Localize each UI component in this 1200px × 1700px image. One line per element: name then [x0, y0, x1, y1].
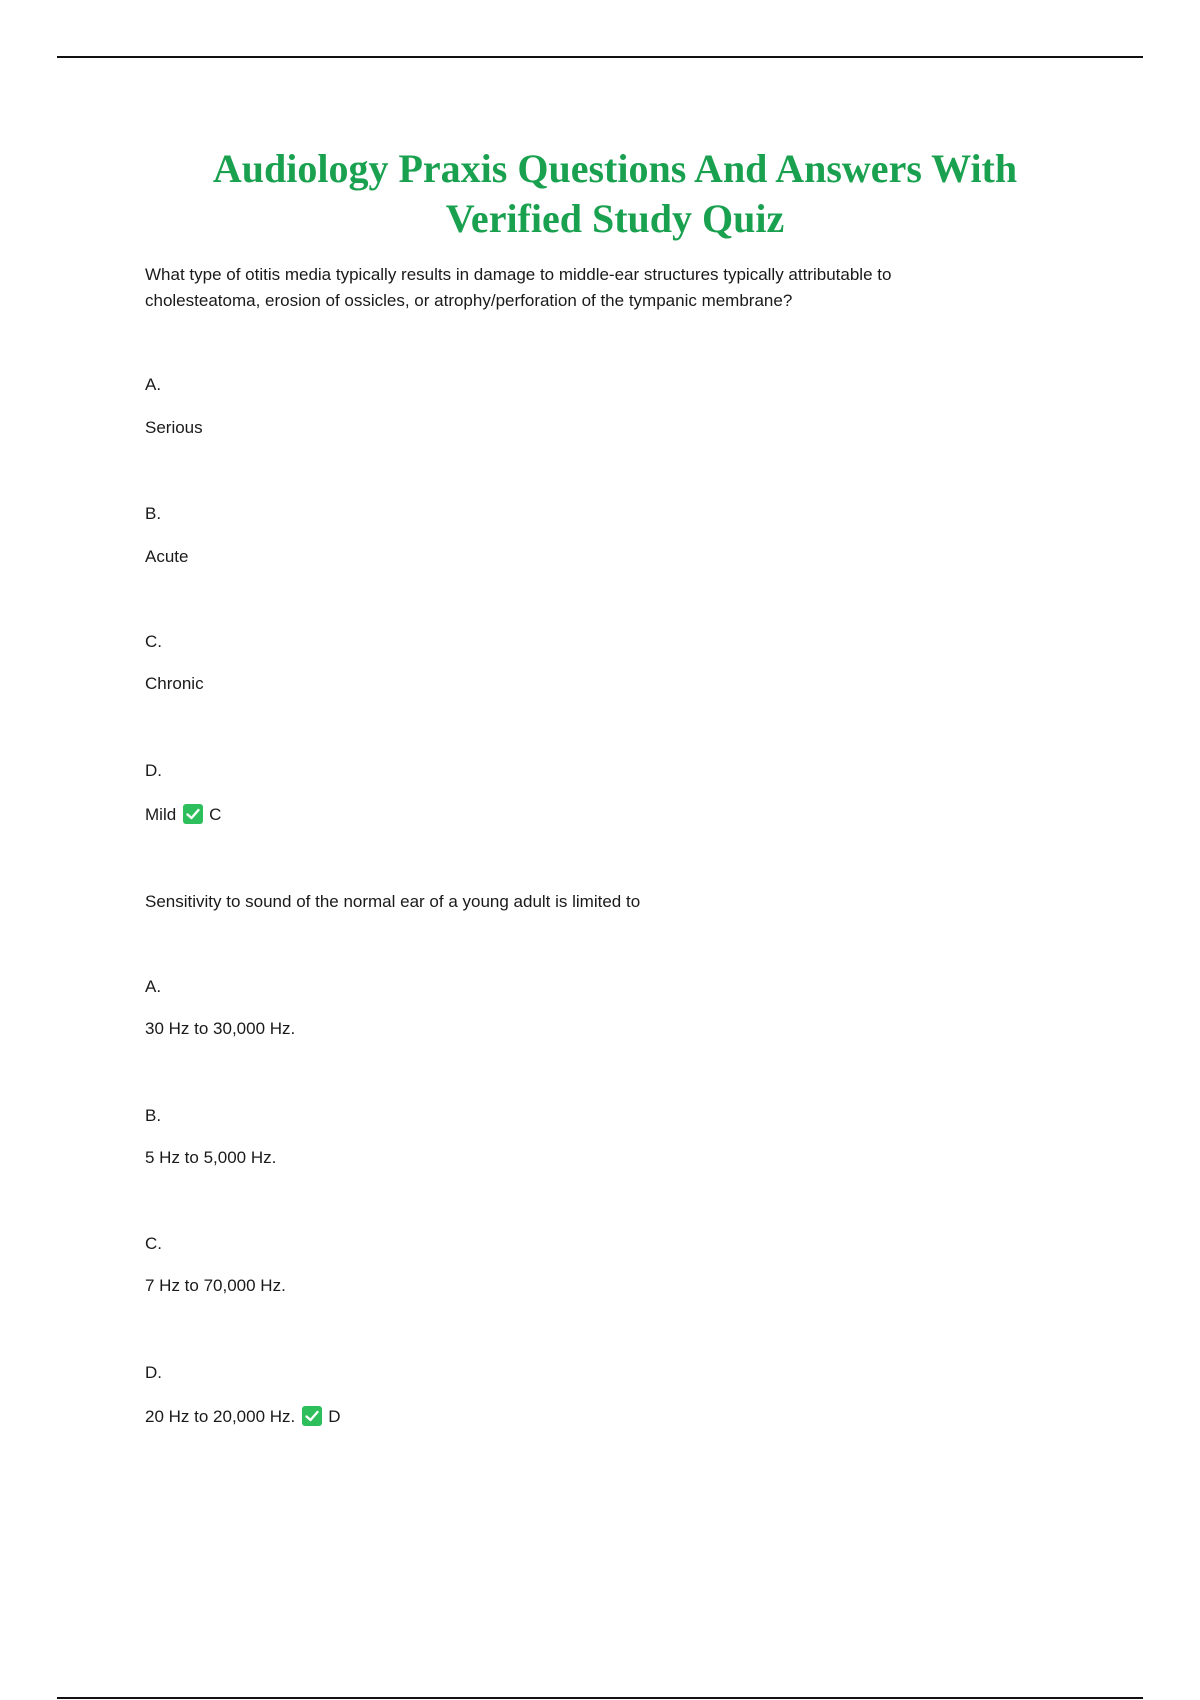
option-letter: B. [145, 504, 162, 523]
option-letter: A. [145, 977, 162, 996]
option-text: Mild [145, 805, 177, 824]
option-text: 20 Hz to 20,000 Hz. [145, 1407, 296, 1426]
question-text: What type of otitis media typically results in damage to middle-ear structures typically attributable to cholesteatoma, erosion of ossicles, or atrophy/perforation of the tympanic membrane? [145, 265, 892, 310]
option-letter: C. [145, 1234, 162, 1253]
option-text: Acute [145, 547, 189, 566]
option-letter: D. [145, 1363, 162, 1382]
option-text: Serious [145, 418, 203, 437]
footer-rule [57, 1697, 1143, 1699]
option-text: 5 Hz to 5,000 Hz. [145, 1148, 277, 1167]
answer-key: D [328, 1407, 341, 1426]
option-letter: B. [145, 1106, 162, 1125]
check-box-icon [302, 1406, 322, 1426]
answer-line [145, 802, 221, 828]
answer-key: C [209, 805, 222, 824]
document-title [110, 144, 1120, 244]
option-text: 30 Hz to 30,000 Hz. [145, 1019, 296, 1038]
answer-line [145, 1404, 341, 1430]
question-text: Sensitivity to sound of the normal ear of a young adult is limited to [145, 892, 641, 911]
option-letter: C. [145, 632, 162, 651]
title-line-2: Verified Study Quiz [445, 196, 785, 241]
option-text: Chronic [145, 674, 204, 693]
option-text: 7 Hz to 70,000 Hz. [145, 1276, 286, 1295]
header-rule [57, 56, 1143, 58]
option-letter: D. [145, 761, 162, 780]
option-letter: A. [145, 375, 162, 394]
check-box-icon [183, 804, 203, 824]
title-line-1: Audiology Praxis Questions And Answers With [212, 146, 1018, 191]
